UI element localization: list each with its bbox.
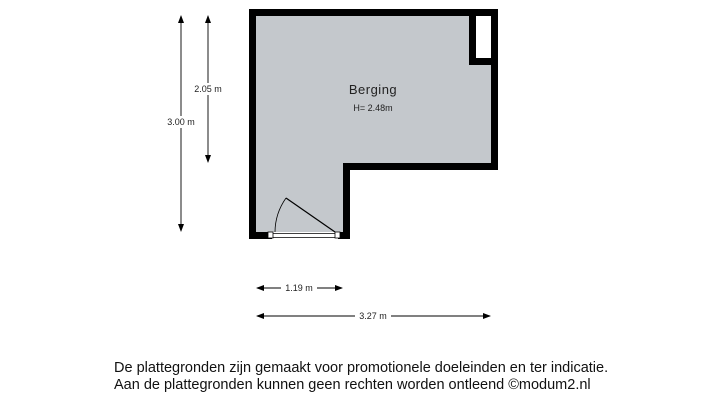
dimension-width-total: [257, 310, 490, 322]
dimension-label: 1.19 m: [285, 283, 313, 293]
door-opening: [272, 232, 338, 239]
dimension-width-door-section: [257, 282, 342, 294]
wall-niche-inner: [476, 16, 491, 58]
dimension-label: 3.00 m: [167, 117, 195, 127]
dimension-height-total: [163, 16, 199, 231]
door-jamb-left: [268, 232, 273, 238]
door-jamb-right: [335, 232, 340, 238]
dimension-height-upper: [190, 16, 226, 162]
room-floor: [256, 16, 491, 232]
dimension-label: 2.05 m: [194, 84, 222, 94]
dimension-label: 3.27 m: [359, 311, 387, 321]
room-height: H= 2.48m: [353, 103, 393, 113]
room-name: Berging: [348, 82, 398, 97]
disclaimer-line-2: Aan de plattegronden kunnen geen rechten worden ontleend ©modum2.nl: [114, 377, 591, 393]
disclaimer: [114, 360, 674, 394]
disclaimer-line-1: De plattegronden zijn gemaakt voor promotionele doeleinden en ter indicatie.: [114, 360, 609, 376]
